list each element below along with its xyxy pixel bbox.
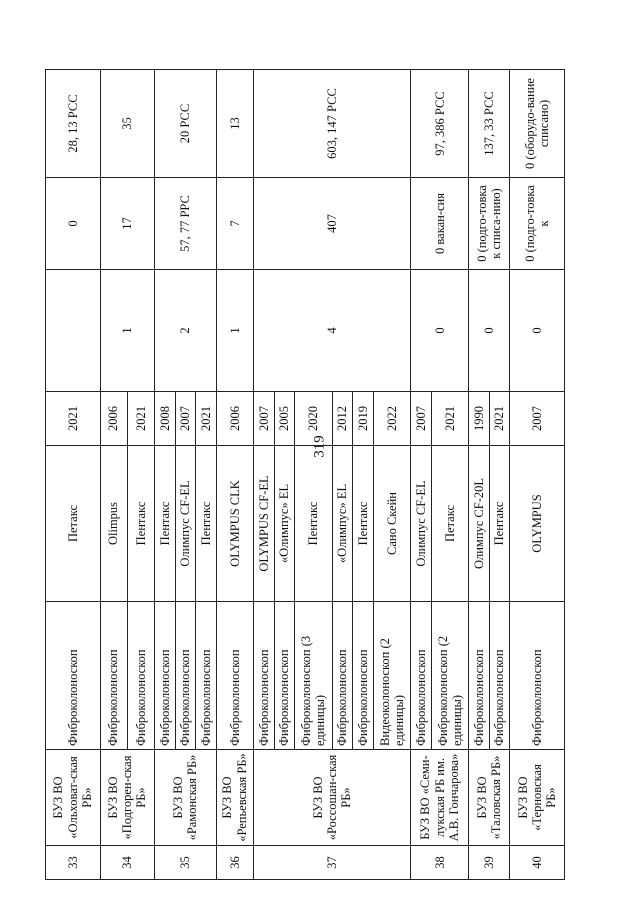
device-type: Фиброколоноскоп (411, 602, 432, 750)
device-model: Пентакс (489, 446, 510, 602)
procedures-count: 28, 13 РСС (46, 70, 101, 178)
table-row (510, 70, 565, 880)
table-row (411, 70, 432, 880)
equipment-table (45, 69, 565, 880)
row-number: 33 (46, 846, 101, 880)
staff-status: 0 вакан-сия (411, 178, 469, 270)
unit-count: 4 (254, 270, 411, 392)
staff-status: 17 (100, 178, 155, 270)
device-type: Фиброколоноскоп (100, 602, 127, 750)
device-model: Пентакс (353, 446, 374, 602)
device-type: Фиброколоноскоп (46, 602, 101, 750)
device-year: 2021 (196, 392, 217, 446)
device-year: 2006 (100, 392, 127, 446)
institution-name: БУЗ ВО «Репьевская РБ» (216, 750, 254, 846)
institution-name: БУЗ ВО «Подгорен-ская РБ» (100, 750, 155, 846)
device-type: Фиброколоноскоп (127, 602, 154, 750)
unit-count: 0 (469, 270, 510, 392)
device-year: 2021 (489, 392, 510, 446)
staff-status: 407 (254, 178, 411, 270)
device-model: Пентакс (196, 446, 217, 602)
device-model: Пентакс (295, 446, 333, 602)
institution-name: БУЗ ВО «Ольховат-ская РБ» (46, 750, 101, 846)
device-model: Пентакс (127, 446, 154, 602)
table-row (155, 70, 176, 880)
table-row (216, 70, 254, 880)
device-model: Olimpus (100, 446, 127, 602)
device-model: Петакс (431, 446, 469, 602)
device-model: OLYMPUS CLK (216, 446, 254, 602)
staff-status: 0 (46, 178, 101, 270)
procedures-count: 137, 33 РСС (469, 70, 510, 178)
device-year: 2019 (353, 392, 374, 446)
procedures-count: 35 (100, 70, 155, 178)
table-row (46, 70, 101, 880)
device-type: Фиброколоноскоп (489, 602, 510, 750)
device-type: Фиброколоноскоп (216, 602, 254, 750)
table-row (254, 70, 275, 880)
staff-status: 57, 77 РРС (155, 178, 217, 270)
row-number: 35 (155, 846, 217, 880)
table-row (100, 70, 127, 880)
page-number: 319 (311, 435, 328, 458)
unit-count: 2 (155, 270, 217, 392)
procedures-count: 97, 386 РСС (411, 70, 469, 178)
unit-count: 0 (411, 270, 469, 392)
device-type: Фиброколоноскоп (175, 602, 196, 750)
device-year: 2008 (155, 392, 176, 446)
device-year: 2005 (274, 392, 295, 446)
device-year: 2021 (431, 392, 469, 446)
institution-name: БУЗ ВО «Таловская РБ» (469, 750, 510, 846)
procedures-count: 603, 147 РСС (254, 70, 411, 178)
device-year: 2007 (411, 392, 432, 446)
device-type: Фиброколоноскоп (332, 602, 353, 750)
device-year: 2021 (46, 392, 101, 446)
row-number: 36 (216, 846, 254, 880)
device-year: 2007 (254, 392, 275, 446)
device-year: 1990 (469, 392, 490, 446)
device-model: «Олимпус» EL (274, 446, 295, 602)
institution-name: БУЗ ВО «Терновская РБ» (510, 750, 565, 846)
device-year: 2007 (175, 392, 196, 446)
procedures-count: 0 (оборудо-вание списано) (510, 70, 565, 178)
row-number: 37 (254, 846, 411, 880)
device-type: Видеоколоноскоп (2 единицы) (373, 602, 411, 750)
device-type: Фиброколоноскоп (3 единицы) (295, 602, 333, 750)
institution-name: БУЗ ВО «Рамонская РБ» (155, 750, 217, 846)
institution-name: БУЗ ВО «Россошан-ская РБ» (254, 750, 411, 846)
unit-count: 0 (510, 270, 565, 392)
device-year: 2012 (332, 392, 353, 446)
device-model: Петакс (46, 446, 101, 602)
device-year: 2020 (295, 392, 333, 446)
device-model: OLYMPUS CF-EL (254, 446, 275, 602)
device-type: Фиброколоноскоп (510, 602, 565, 750)
device-type: Фиброколоноскоп (2 единицы) (431, 602, 469, 750)
device-model: Олимпус CF-20L (469, 446, 490, 602)
device-year: 2022 (373, 392, 411, 446)
staff-status: 0 (подго-товка к (510, 178, 565, 270)
rotated-table-container (45, 70, 565, 880)
device-type: Фиброколоноскоп (254, 602, 275, 750)
procedures-count: 13 (216, 70, 254, 178)
device-year: 2007 (510, 392, 565, 446)
device-type: Фиброколоноскоп (353, 602, 374, 750)
device-model: Сано Скейн (373, 446, 411, 602)
device-model: Олимпус CF-EL (175, 446, 196, 602)
device-type: Фиброколоноскоп (274, 602, 295, 750)
row-number: 39 (469, 846, 510, 880)
device-year: 2021 (127, 392, 154, 446)
device-model: Пентакс (155, 446, 176, 602)
procedures-count: 20 РСС (155, 70, 217, 178)
staff-status: 0 (подго-товка к списа-нию) (469, 178, 510, 270)
device-model: Олимпус CF-EL (411, 446, 432, 602)
device-type: Фиброколоноскоп (155, 602, 176, 750)
row-number: 38 (411, 846, 469, 880)
table-row (469, 70, 490, 880)
unit-count (46, 270, 101, 392)
row-number: 34 (100, 846, 155, 880)
unit-count: 1 (100, 270, 155, 392)
device-year: 2006 (216, 392, 254, 446)
row-number: 40 (510, 846, 565, 880)
device-type: Фиброколоноскоп (469, 602, 490, 750)
device-model: «Олимпус» EL (332, 446, 353, 602)
institution-name: БУЗ ВО «Семи-лукская РБ им. А.В. Гончарова» (411, 750, 469, 846)
unit-count: 1 (216, 270, 254, 392)
device-type: Фиброколоноскоп (196, 602, 217, 750)
device-model: OLYMPUS (510, 446, 565, 602)
staff-status: 7 (216, 178, 254, 270)
